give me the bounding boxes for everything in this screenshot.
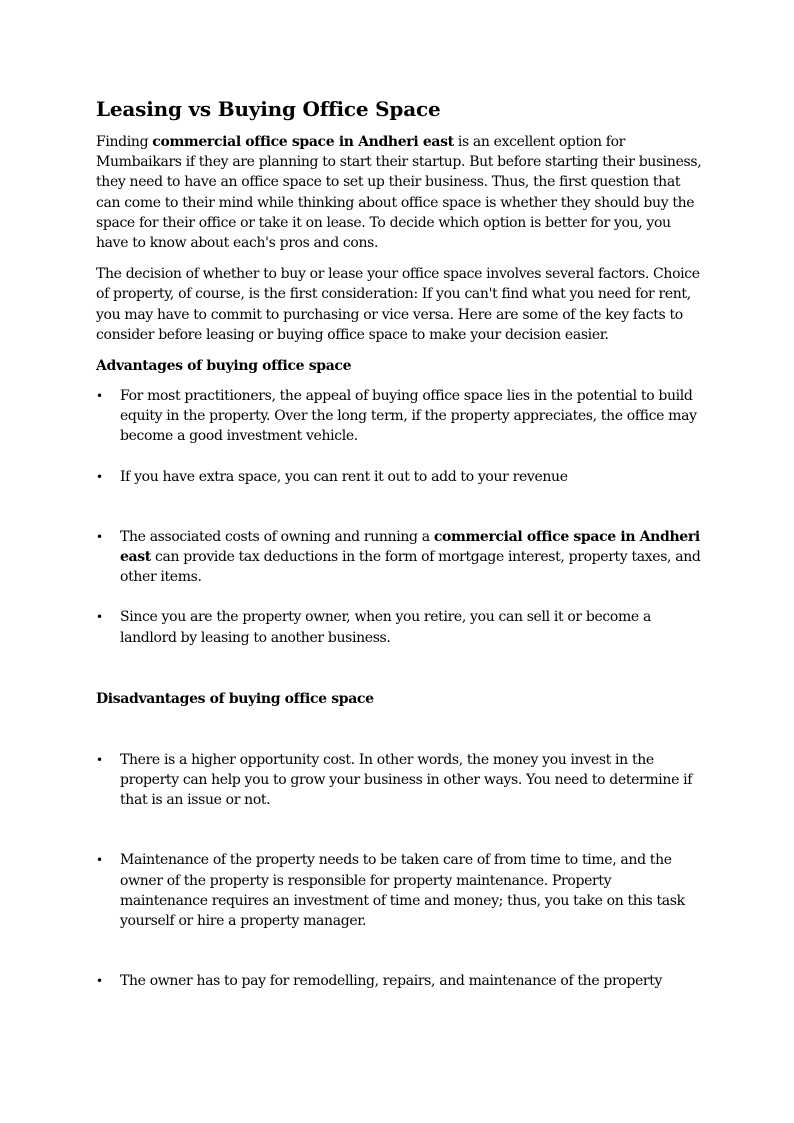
list-item-text-start: The associated costs of owning and running a — [120, 528, 434, 545]
bullet-icon: • — [96, 752, 103, 767]
advantages-heading: Advantages of buying office space — [96, 358, 352, 375]
list-item-text: For most practitioners, the appeal of buying office space lies in the potential to build equity in the property. Over the long term, if the property appreciates, the office may become a good investment vehicle. — [120, 388, 697, 445]
list-item-text: If you have extra space, you can rent it out to add to your revenue — [120, 468, 568, 485]
list-item-text: The owner has to pay for remodelling, repairs, and maintenance of the property — [120, 973, 663, 990]
intro-text-end: is an excellent option for Mumbaikars if they are planning to start their startup. But before starting their business, they need to have an office space to set up their business. Thus, the first question that can come to their mind while thinking about office space is whether they should buy the space for their office or take it on lease. To decide which option is better for you, you have to know about each's pros and cons. — [96, 134, 702, 252]
list-item-text-end: can provide tax deductions in the form of mortgage interest, property taxes, and other items. — [120, 549, 701, 586]
list-item — [96, 850, 702, 931]
bullet-icon: • — [96, 389, 103, 404]
advantages-list — [96, 386, 702, 648]
bullet-icon: • — [96, 529, 103, 544]
disadvantages-list — [96, 750, 702, 992]
factors-paragraph: The decision of whether to buy or lease your office space involves several factors. Choice of property, of course, is the first consideration: If you can't find what you need for rent, you may have to commit to purchasing or vice versa. Here are some of the key facts to consider before leasing or buying office space to make your decision easier. — [96, 266, 700, 343]
intro-bold-phrase: commercial office space in Andheri east — [152, 134, 454, 150]
list-item-text: Since you are the property owner, when you retire, you can sell it or become a landlord by leasing to another business. — [120, 609, 651, 646]
list-item-bold-phrase: commercial office space in Andheri east — [120, 528, 700, 566]
list-item — [96, 971, 702, 991]
bullet-icon: • — [96, 974, 103, 989]
list-item — [96, 607, 702, 647]
list-item — [96, 386, 702, 447]
bullet-icon: • — [96, 853, 103, 868]
bullet-icon: • — [96, 610, 103, 625]
list-item — [96, 750, 702, 811]
document-page — [96, 96, 702, 991]
list-item-text: There is a higher opportunity cost. In other words, the money you invest in the property can help you to grow your business in other ways. You need to determine if that is an issue or not. — [120, 751, 693, 809]
intro-text-start: Finding — [96, 134, 153, 150]
disadvantages-heading: Disadvantages of buying office space — [96, 690, 374, 707]
list-item — [96, 467, 702, 487]
bullet-icon: • — [96, 469, 103, 484]
page-title: Leasing vs Buying Office Space — [96, 97, 441, 121]
list-item — [96, 527, 702, 588]
intro-paragraph — [96, 132, 702, 253]
list-item-text: Maintenance of the property needs to be taken care of from time to time, and the owner of the property is responsible for property maintenance. Property maintenance requires an investment of time and money; thus, you take on this task yourself or hire a property manager. — [120, 852, 685, 930]
